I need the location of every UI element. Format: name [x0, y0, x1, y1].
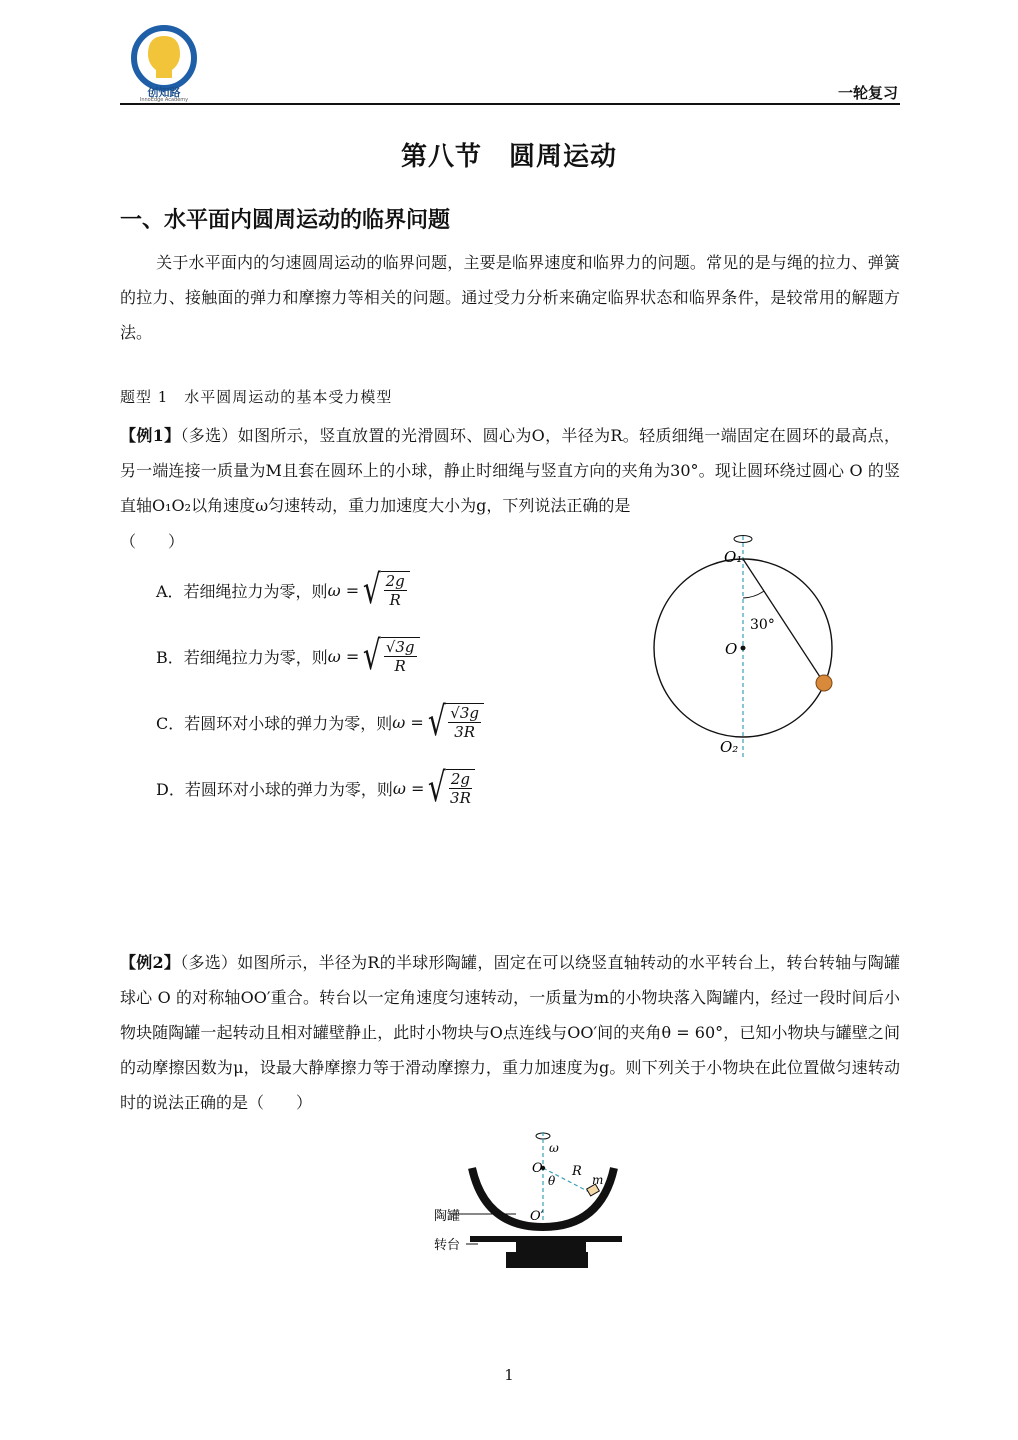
example2-text: （多选）如图所示，半径为R的半球形陶罐，固定在可以绕竖直轴转动的水平转台上，转台转轴与陶罐球心 O 的对称轴OO′重合。转台以一定角速度匀速转动，一质量为m的小物块落入陶罐内，经过一段时间后小物块随陶罐一起转动且相对罐壁静止，此时小物块与O点连线与OO′间的夹角θ = 60°，已知小物块与罐壁之间的动摩擦因数为μ，设最大静摩擦力等于滑动摩擦力，重力加速度为g。则下列关于小物块在此位置做匀速转动时的说法正确的是（ ） — [120, 953, 900, 1112]
label-theta: θ — [548, 1174, 556, 1188]
intro-text: 关于水平面内的匀速圆周运动的临界问题，主要是临界速度和临界力的问题。常见的是与绳的拉力、弹簧的拉力、接触面的弹力和摩擦力等相关的问题。通过受力分析来确定临界状态和临界条件，是较常用的解题方法。 — [120, 253, 900, 342]
header-divider — [120, 103, 900, 105]
option-d-den: 3R — [450, 789, 471, 807]
example1-stem — [120, 418, 900, 523]
option-c-lhs: ω = — [392, 712, 424, 732]
option-b-den: R — [394, 657, 406, 675]
label-omega: ω — [549, 1141, 559, 1155]
option-b-num: √3g — [385, 638, 415, 656]
option-a-den: R — [389, 591, 401, 609]
label-radius: R — [572, 1164, 582, 1179]
option-b-label: B．若细绳拉力为零，则 — [156, 647, 328, 667]
label-angle: 30° — [750, 617, 775, 633]
option-c-label: C．若圆环对小球的弹力为零，则 — [156, 713, 393, 733]
ring-figure — [640, 528, 850, 764]
label-o-prime: O′ — [530, 1209, 544, 1224]
label-jar: 陶罐 — [434, 1209, 461, 1224]
logo-bulb — [148, 36, 180, 78]
option-a-num: 2g — [385, 572, 405, 590]
section-heading: 一、水平面内圆周运动的临界问题 — [120, 208, 451, 233]
question-type: 题型 1 水平圆周运动的基本受力模型 — [120, 388, 393, 406]
jar-figure — [430, 1124, 630, 1274]
ball — [816, 675, 832, 691]
label-o2: O₂ — [720, 738, 739, 756]
example1-tag: 【例1】 — [120, 426, 181, 445]
center-dot — [741, 646, 746, 651]
option-a-label: A．若细绳拉力为零，则 — [156, 581, 328, 601]
option-c-num: √3g — [450, 704, 480, 722]
page-number: 1 — [504, 1366, 514, 1384]
option-b[interactable]: B．若细绳拉力为零，则 ω = √ $\frac{√3g}{R}$ — [156, 632, 420, 680]
label-jar-o: O — [532, 1161, 543, 1176]
header-label: 一轮复习 — [837, 84, 898, 102]
logo-name: 创知路 — [147, 86, 181, 99]
option-d-lhs: ω = — [392, 778, 425, 798]
label-o1: O₁ — [724, 548, 743, 566]
turntable-base — [506, 1252, 588, 1268]
option-a[interactable]: A．若细绳拉力为零，则 ω = √ $\frac{2g}{R}$ — [156, 566, 410, 614]
logo-subtitle: InnoEdge Academy — [139, 97, 189, 103]
option-c-den: 3R — [454, 723, 476, 741]
page-title: 第八节 圆周运动 — [400, 142, 617, 172]
example2-tag: 【例2】 — [120, 953, 181, 972]
option-d-num: 2g — [450, 770, 471, 788]
option-a-lhs: ω = — [327, 580, 360, 600]
option-b-lhs: ω = — [327, 646, 360, 666]
option-d[interactable]: D．若圆环对小球的弹力为零，则 ω = √ $\frac{2g}{3R}$ — [156, 764, 475, 812]
label-turntable: 转台 — [434, 1238, 461, 1253]
example2-stem — [120, 945, 900, 1120]
example1-bracket: （ ） — [120, 532, 185, 551]
option-c[interactable]: C．若圆环对小球的弹力为零，则 ω = √ $\frac{√3g}{3R}$ — [156, 698, 484, 746]
option-d-label: D．若圆环对小球的弹力为零，则 — [156, 779, 393, 799]
turntable-top — [470, 1236, 622, 1242]
label-mass: m — [592, 1173, 604, 1187]
label-o: O — [725, 640, 738, 658]
angle-arc — [743, 591, 764, 598]
turntable-hub — [516, 1242, 586, 1252]
intro-paragraph — [120, 245, 900, 350]
example1-text: （多选）如图所示，竖直放置的光滑圆环、圆心为O，半径为R。轻质细绳一端固定在圆环的最高点，另一端连接一质量为M且套在圆环上的小球，静止时细绳与竖直方向的夹角为30°。现让圆环绕过圆心 O 的竖直轴O₁O₂以角速度ω匀速转动，重力加速度大小为g，下列说法正确的是 — [120, 426, 900, 515]
